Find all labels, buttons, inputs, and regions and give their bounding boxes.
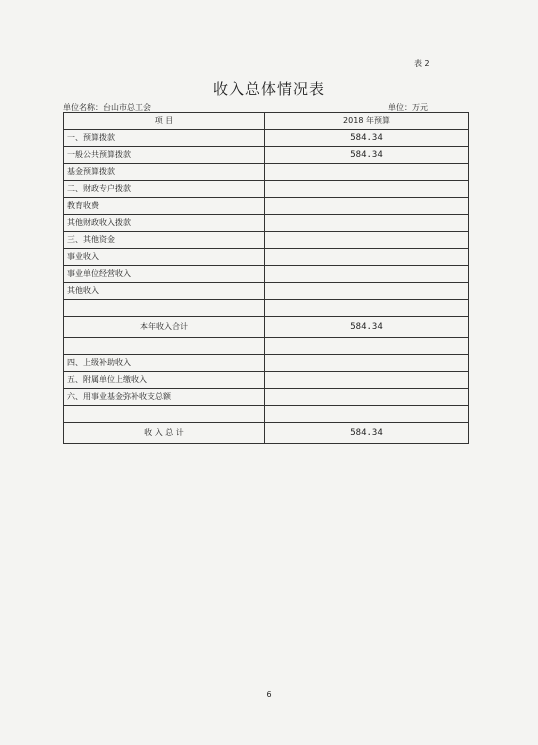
row-label: [64, 300, 265, 317]
row-label: 本年收入合计: [64, 317, 265, 338]
row-value: [265, 300, 469, 317]
table-row: [64, 389, 469, 406]
table-row: [64, 266, 469, 283]
row-label: 收 入 总 计: [64, 423, 265, 444]
column-header-item: 项 目: [64, 113, 265, 130]
table-row: [64, 181, 469, 198]
table-header-row: [64, 113, 469, 130]
row-label: 二、财政专户拨款: [64, 181, 265, 198]
row-value: [265, 372, 469, 389]
row-label: 事业收入: [64, 249, 265, 266]
table-row: [64, 355, 469, 372]
row-value: [265, 249, 469, 266]
row-label: 三、其他资金: [64, 232, 265, 249]
row-value: [265, 338, 469, 355]
currency-unit: 单位：万元: [388, 103, 428, 112]
table-row: [64, 283, 469, 300]
row-value: 584.34: [265, 317, 469, 338]
table-row: [64, 198, 469, 215]
table-row: [64, 215, 469, 232]
table-row: [64, 164, 469, 181]
row-label: 其他财政收入拨款: [64, 215, 265, 232]
row-label: 一、预算拨款: [64, 130, 265, 147]
row-label: 四、上级补助收入: [64, 355, 265, 372]
row-value: [265, 232, 469, 249]
table-row: [64, 130, 469, 147]
row-label: 一般公共预算拨款: [64, 147, 265, 164]
row-label: 事业单位经营收入: [64, 266, 265, 283]
row-value: [265, 283, 469, 300]
income-table: [63, 112, 469, 444]
table-row: [64, 372, 469, 389]
row-value: [265, 266, 469, 283]
table-row: [64, 147, 469, 164]
row-value: [265, 181, 469, 198]
table-row: [64, 338, 469, 355]
row-value: 584.34: [265, 147, 469, 164]
row-label: 其他收入: [64, 283, 265, 300]
unit-name: 单位名称：台山市总工会: [63, 103, 151, 112]
row-label: 基金预算拨款: [64, 164, 265, 181]
table-row: [64, 300, 469, 317]
column-header-budget: 2018 年预算: [265, 113, 469, 130]
row-value: 584.34: [265, 130, 469, 147]
row-value: [265, 215, 469, 232]
table-row: [64, 232, 469, 249]
row-value: [265, 355, 469, 372]
row-value: [265, 198, 469, 215]
table-row-total: [64, 423, 469, 444]
table-row-subtotal: [64, 317, 469, 338]
row-label: 六、用事业基金弥补收支总额: [64, 389, 265, 406]
table-number: 表 2: [414, 59, 430, 68]
table-row: [64, 406, 469, 423]
row-label: 教育收费: [64, 198, 265, 215]
row-value: 584.34: [265, 423, 469, 444]
row-value: [265, 406, 469, 423]
table-row: [64, 249, 469, 266]
row-value: [265, 164, 469, 181]
row-label: 五、附属单位上缴收入: [64, 372, 265, 389]
row-label: [64, 406, 265, 423]
page-number: 6: [266, 690, 272, 699]
row-value: [265, 389, 469, 406]
page-title: 收入总体情况表: [212, 80, 325, 98]
row-label: [64, 338, 265, 355]
